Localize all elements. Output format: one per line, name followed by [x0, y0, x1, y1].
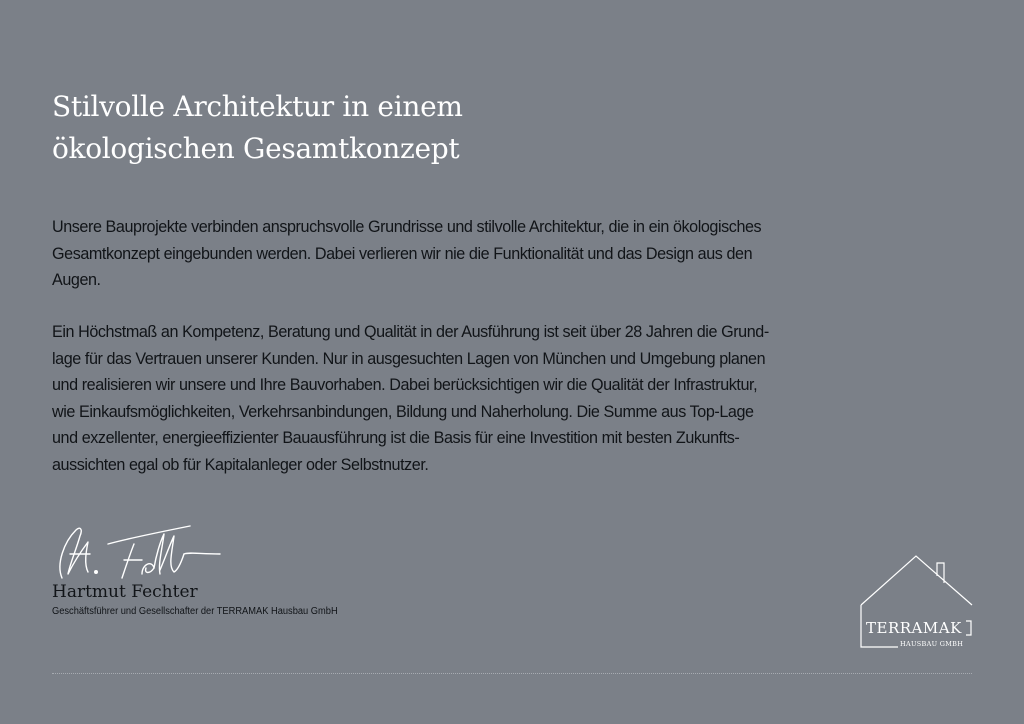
- title-line: Stilvolle Architektur in einem: [52, 90, 463, 123]
- body-paragraph: [52, 319, 869, 479]
- page-title: [52, 86, 752, 170]
- text-line: Augen.: [52, 270, 101, 290]
- text-line: und realisieren wir unsere und Ihre Bauvorhaben. Dabei berücksichtigen wir die Qualität der Infrastruktur,: [52, 375, 758, 395]
- text-line: lage für das Vertrauen unserer Kunden. Nur in ausgesuchten Lagen von München und Umgebung planen: [52, 348, 766, 368]
- signatory-role: Geschäftsführer und Gesellschafter der TERRAMAK Hausbau GmbH: [52, 606, 338, 617]
- text-line: Ein Höchstmaß an Kompetenz, Beratung und Qualität in der Ausführung ist seit über 28 Jahren die Grund-: [52, 322, 769, 341]
- footer-divider: [52, 673, 972, 674]
- text-line: aussichten egal ob für Kapitalanleger oder Selbstnutzer.: [52, 454, 429, 474]
- text-line: Unsere Bauprojekte verbinden anspruchsvolle Grundrisse und stilvolle Architektur, die in ein ökologisches: [52, 217, 762, 236]
- title-line: ökologischen Gesamtkonzept: [52, 132, 460, 165]
- text-line: wie Einkaufsmöglichkeiten, Verkehrsanbindungen, Bildung und Naherholung. Die Summe aus Top-Lage: [52, 401, 754, 421]
- logo-wordmark: TERRAMAK: [866, 619, 962, 637]
- text-line: Gesamtkonzept eingebunden werden. Dabei verlieren wir nie die Funktionalität und das Design aus den: [52, 243, 753, 263]
- text-line: und exzellenter, energieeffizienter Bauausführung ist die Basis für eine Investition mit besten Zukunfts-: [52, 428, 740, 448]
- signatory-name: Hartmut Fechter: [52, 582, 198, 602]
- intro-paragraph: [52, 214, 869, 294]
- handwritten-signature: [50, 520, 230, 588]
- logo-subline: HAUSBAU GMBH: [900, 640, 964, 648]
